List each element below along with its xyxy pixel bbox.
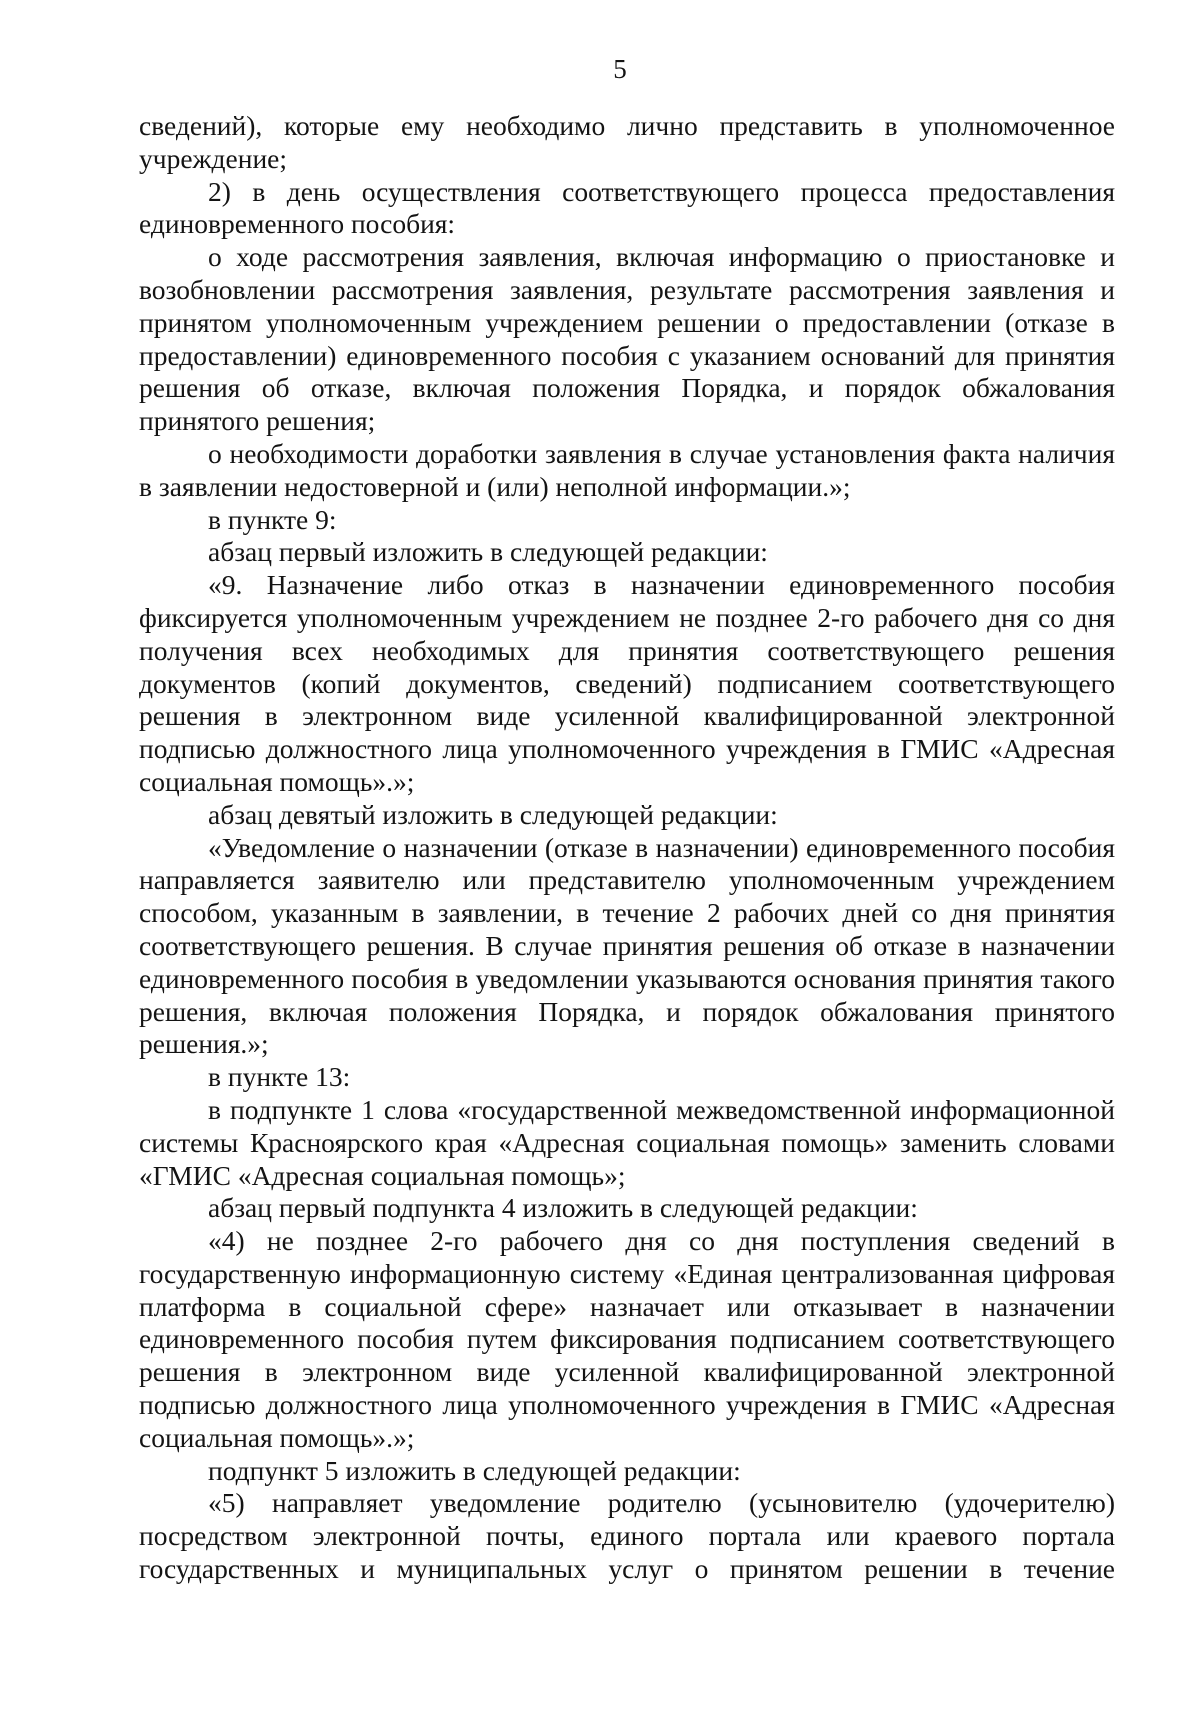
paragraph: сведений), которые ему необходимо лично представить в уполномоченное учреждение; [139, 110, 1115, 174]
paragraph: 2) в день осуществления соответствующего процесса предоставления единовременного пособия: [139, 175, 1115, 240]
paragraph: абзац первый подпункта 4 изложить в следующей редакции: [208, 1192, 918, 1224]
paragraph: в подпункте 1 слова «государственной межведомственной информационной системы Красноярского края «Адресная социальная помощь» заменить словами «ГМИС «Адресная социальная помощь»; [139, 1093, 1115, 1191]
paragraph: подпункт 5 изложить в следующей редакции: [208, 1454, 741, 1486]
paragraph: «5) направляет уведомление родителю (усыновителю (удочерителю) посредством электронной почты, единого портала или краевого портала государственных и муниципальных услуг о принятом решении в течение [139, 1487, 1115, 1585]
paragraph: в пункте 13: [208, 1061, 351, 1093]
document-body [139, 110, 1115, 1586]
paragraph: о ходе рассмотрения заявления, включая информацию о приостановке и возобновлении рассмотрения заявления, результате рассмотрения заявления и принятом уполномоченным учреждением решении о предоставлении (отказе в предоставлении) единовременного пособия с указанием оснований для принятия решения об отказе, включая положения Порядка, и порядок обжалования принятого решения; [139, 241, 1115, 437]
paragraph: «4) не позднее 2-го рабочего дня со дня поступления сведений в государственную информационную систему «Единая централизованная цифровая платформа в социальной сфере» назначает или отказывает в назначении единовременного пособия путем фиксирования подписанием соответствующего решения в электронном виде усиленной квалифицированной электронной подписью должностного лица уполномоченного учреждения в ГМИС «Адресная социальная помощь».»; [139, 1225, 1115, 1453]
page-number: 5 [613, 54, 627, 84]
paragraph: о необходимости доработки заявления в случае установления факта наличия в заявлении недостоверной и (или) неполной информации.»; [139, 437, 1115, 502]
paragraph: в пункте 9: [208, 503, 337, 535]
paragraph: «9. Назначение либо отказ в назначении единовременного пособия фиксируется уполномоченным учреждением не позднее 2-го рабочего дня со дня получения всех необходимых для принятия соответствующего решения документов (копий документов, сведений) подписанием соответствующего решения в электронном виде усиленной квалифицированной электронной подписью должностного лица уполномоченного учреждения в ГМИС «Адресная социальная помощь».»; [139, 569, 1115, 797]
paragraph: абзац девятый изложить в следующей редакции: [208, 798, 778, 830]
paragraph: абзац первый изложить в следующей редакции: [208, 536, 768, 568]
paragraph: «Уведомление о назначении (отказе в назначении) единовременного пособия направляется заявителю или представителю уполномоченным учреждением способом, указанным в заявлении, в течение 2 рабочих дней со дня принятия соответствующего решения. В случае принятия решения об отказе в назначении единовременного пособия в уведомлении указываются основания принятия такого решения, включая положения Порядка, и порядок обжалования принятого решения.»; [139, 831, 1115, 1060]
